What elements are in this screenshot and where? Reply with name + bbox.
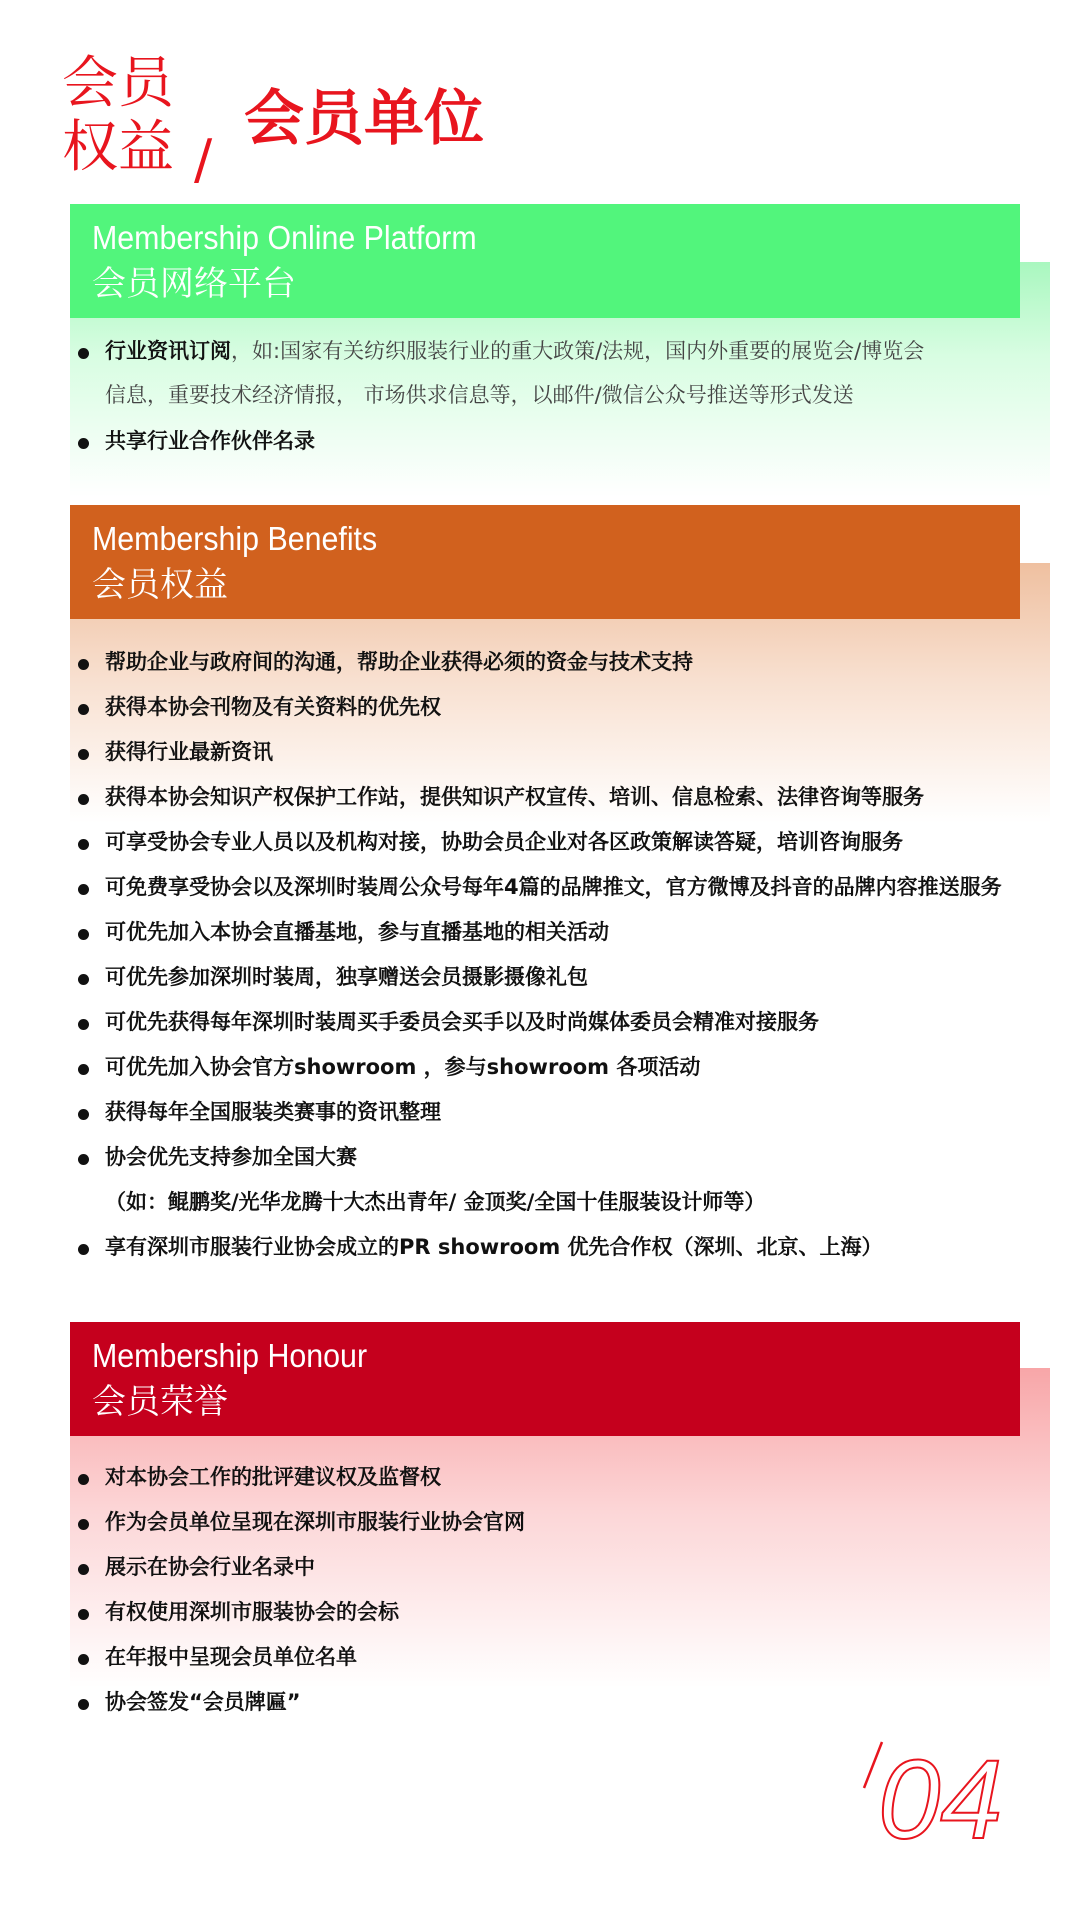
header-left-line1: 会员	[62, 51, 174, 116]
list-item-text: 可优先加入协会官方showroom ，参与showroom 各项活动	[105, 1055, 701, 1079]
section-title-zh: 会员权益	[92, 565, 228, 605]
bullet-icon	[78, 1154, 89, 1165]
list-item-text: 在年报中呈现会员单位名单	[105, 1645, 357, 1669]
header-slash: /	[194, 128, 213, 191]
section-header-bar	[70, 204, 1020, 318]
bullet-icon	[78, 1064, 89, 1075]
list-item-text: 可优先获得每年深圳时装周买手委员会买手以及时尚媒体委员会精准对接服务	[105, 1010, 819, 1034]
page-number-text: 04	[878, 1738, 1003, 1848]
list-item-text: 展示在协会行业名录中	[105, 1555, 315, 1579]
bullet-icon	[78, 1564, 89, 1575]
list-item-text: 可享受协会专业人员以及机构对接，协助会员企业对各区政策解读答疑，培训咨询服务	[105, 830, 903, 854]
list-item-text: 帮助企业与政府间的沟通，帮助企业获得必须的资金与技术支持	[105, 650, 693, 674]
bullet-icon	[78, 884, 89, 895]
list-item-text: 协会签发“会员牌匾”	[105, 1690, 301, 1714]
list-item-text: 可优先参加深圳时装周，独享赠送会员摄影摄像礼包	[105, 965, 588, 989]
section-header-bar	[70, 1322, 1020, 1436]
list-item-text: 作为会员单位呈现在深圳市服装行业协会官网	[105, 1510, 525, 1534]
list-item-text: 获得本协会刊物及有关资料的优先权	[105, 695, 441, 719]
bullet-icon	[78, 929, 89, 940]
section-title-en: Membership Honour	[92, 1337, 368, 1374]
bullet-icon	[78, 1654, 89, 1665]
list-item-text: 享有深圳市服装行业协会成立的PR showroom 优先合作权（深圳、北京、上海）	[105, 1235, 883, 1259]
list-item-note-text: （如：鲲鹏奖/光华龙腾十大杰出青年/ 金顶奖/全国十佳服装设计师等）	[105, 1190, 766, 1214]
bullet-icon	[78, 1519, 89, 1530]
list-item-line2: 信息，重要技术经济情报， 市场供求信息等，以邮件/微信公众号推送等形式发送	[105, 383, 854, 407]
section-benefits	[0, 505, 1080, 1305]
bullet-icon	[78, 1699, 89, 1710]
page-header	[62, 52, 962, 192]
page-number	[860, 1738, 1020, 1848]
header-left-line2: 权益	[62, 115, 174, 180]
list-item-text: 获得行业最新资讯	[105, 740, 273, 764]
list-item-rest: ，如:国家有关纺织服装行业的重大政策/法规，国内外重要的展览会/博览会	[231, 339, 925, 363]
list-item-text: 协会优先支持参加全国大赛	[105, 1145, 357, 1169]
bullet-icon	[78, 659, 89, 670]
bullet-icon	[78, 1609, 89, 1620]
bullet-icon	[78, 749, 89, 760]
bullet-icon	[78, 794, 89, 805]
bullet-icon	[78, 438, 89, 449]
bullet-icon	[78, 839, 89, 850]
bullet-icon	[78, 348, 89, 359]
list-item-text: 有权使用深圳市服装协会的会标	[105, 1600, 399, 1624]
list-item-text: 可免费享受协会以及深圳时装周公众号每年4篇的品牌推文，官方微博及抖音的品牌内容推送服务	[105, 875, 1002, 899]
list-item-text: 获得本协会知识产权保护工作站，提供知识产权宣传、培训、信息检索、法律咨询等服务	[105, 785, 924, 809]
section-online-platform	[0, 204, 1080, 504]
bullet-icon	[78, 974, 89, 985]
list-item-text: 可优先加入本协会直播基地，参与直播基地的相关活动	[105, 920, 609, 944]
section-title-zh: 会员网络平台	[92, 264, 296, 304]
header-left-title	[62, 52, 174, 180]
list-item-text: 共享行业合作伙伴名录	[105, 429, 315, 453]
list-item-text: 对本协会工作的批评建议权及监督权	[105, 1465, 441, 1489]
bullet-icon	[78, 1019, 89, 1030]
section-header-bar	[70, 505, 1020, 619]
section-honour	[0, 1322, 1080, 1742]
page-title: 会员单位	[244, 84, 484, 154]
bullet-icon	[78, 1244, 89, 1255]
section-title-en: Membership Benefits	[92, 520, 378, 557]
bullet-icon	[78, 704, 89, 715]
section-title-zh: 会员荣誉	[92, 1382, 228, 1422]
section-title-en: Membership Online Platform	[92, 219, 477, 256]
list-item-bold: 行业资讯订阅	[105, 339, 231, 363]
list-item-text	[105, 336, 924, 366]
list-item-text: 获得每年全国服装类赛事的资讯整理	[105, 1100, 441, 1124]
bullet-icon	[78, 1474, 89, 1485]
bullet-icon	[78, 1109, 89, 1120]
